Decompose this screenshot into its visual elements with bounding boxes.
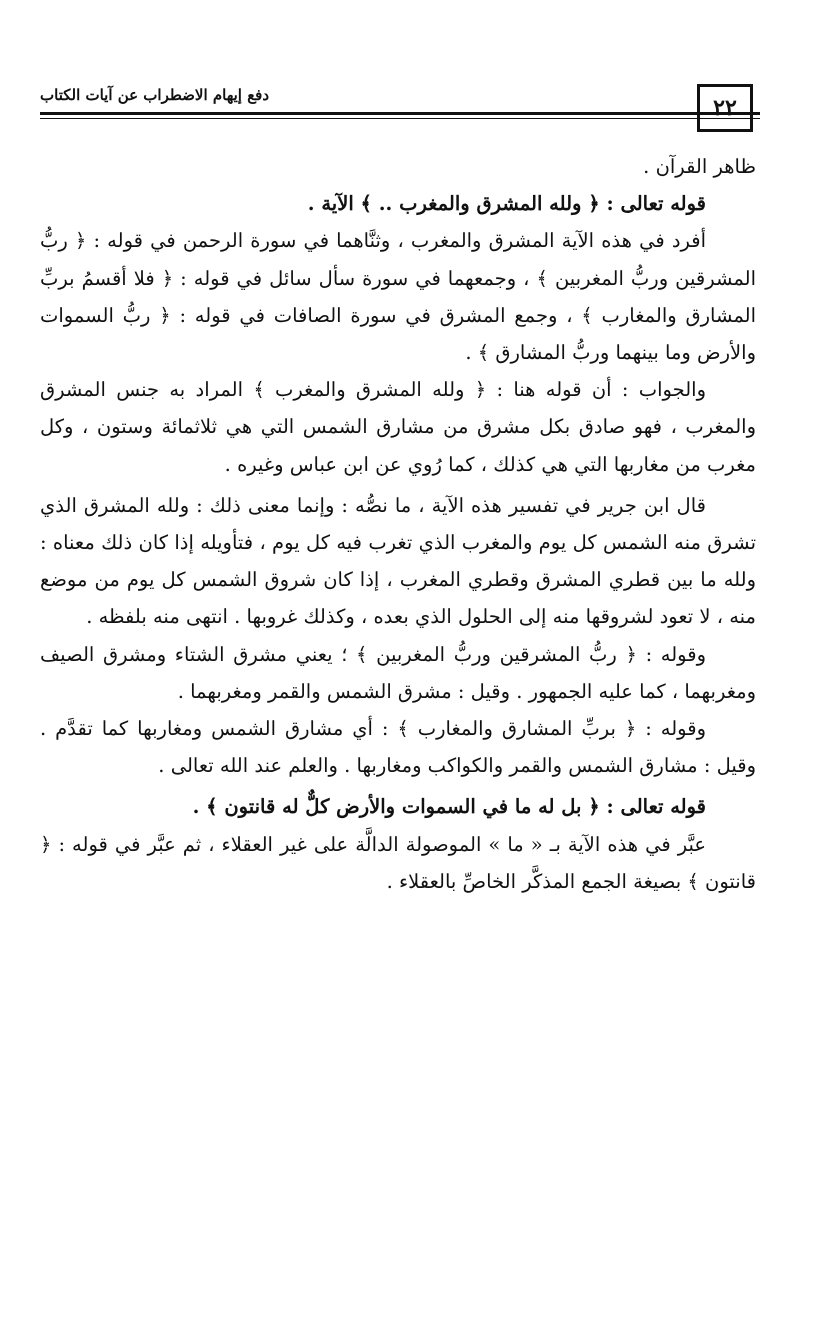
- paragraph: وقوله : ﴿ ربُّ المشرقين وربُّ المغربين ﴾ ؛ يعني مشرق الشتاء ومشرق الصيف ومغربهما ، كما عليه الجمهور . وقيل : مشرق الشمس والقمر ومغربهما .: [40, 642, 756, 703]
- running-title: دفع إيهام الاضطراب عن آيات الكتاب: [40, 86, 270, 104]
- paragraph: وقوله : ﴿ بربِّ المشارق والمغارب ﴾ : أي مشارق الشمس ومغاربها كما تقدَّم . وقيل : مشارق الشمس والقمر والكواكب ومغاربها . والعلم عند الله تعالى .: [40, 717, 756, 778]
- paragraph: أفرد في هذه الآية المشرق والمغرب ، وثنَّاهما في سورة الرحمن في قوله : ﴿ ربُّ المشرقين وربُّ المغربين ﴾ ، وجمعهما في سورة سأل سائل في قوله : ﴿ فلا أقسمُ بربِّ المشارق والمغارب ﴾ ، وجمع المشرق في سورة الصافات في قوله : ﴿ ربُّ السموات والأرض وما بينهما وربُّ المشارق ﴾ .: [40, 229, 756, 365]
- header-rule-thick: [40, 112, 760, 115]
- paragraph-continuation: ظاهر القرآن .: [643, 155, 756, 178]
- page-header: [40, 84, 760, 124]
- paragraph: عبَّر في هذه الآية بـ « ما » الموصولة الدالَّة على غير العقلاء ، ثم عبَّر في قوله : ﴿ قانتون ﴾ بصيغة الجمع المذكَّر الخاصِّ بالعقلاء .: [40, 832, 756, 893]
- verse-heading: قوله تعالى : ﴿ بل له ما في السموات والأرض كلٌّ له قانتون ﴾ .: [192, 795, 706, 819]
- verse-heading: قوله تعالى : ﴿ ولله المشرق والمغرب .. ﴾ الآية .: [307, 192, 706, 216]
- page-number-box: ٢٢: [697, 84, 753, 132]
- header-rule-thin: [40, 118, 760, 119]
- paragraph-quotation: قال ابن جرير في تفسير هذه الآية ، ما نصُّه : وإنما معنى ذلك : ولله المشرق الذي تشرق منه الشمس كل يوم والمغرب الذي تغرب فيه كل يوم ، فتأويله إذا كان ذلك معناه : ولله ما بين قطري المشرق وقطري المغرب ، إذا كان شروق الشمس كل يوم من موضع منه ، لا تعود لشروقها منه إلى الحلول الذي بعده ، وكذلك غروبها . انتهى منه بلفظه .: [40, 493, 756, 629]
- paragraph-answer: والجواب : أن قوله هنا : ﴿ ولله المشرق والمغرب ﴾ المراد به جنس المشرق والمغرب ، فهو صادق بكل مشرق من مشارق الشمس التي هي ثلاثمائة وستون ، وكل مغرب من مغاربها التي هي كذلك ، كما رُوي عن ابن عباس وغيره .: [40, 378, 756, 476]
- body-text: [40, 148, 756, 900]
